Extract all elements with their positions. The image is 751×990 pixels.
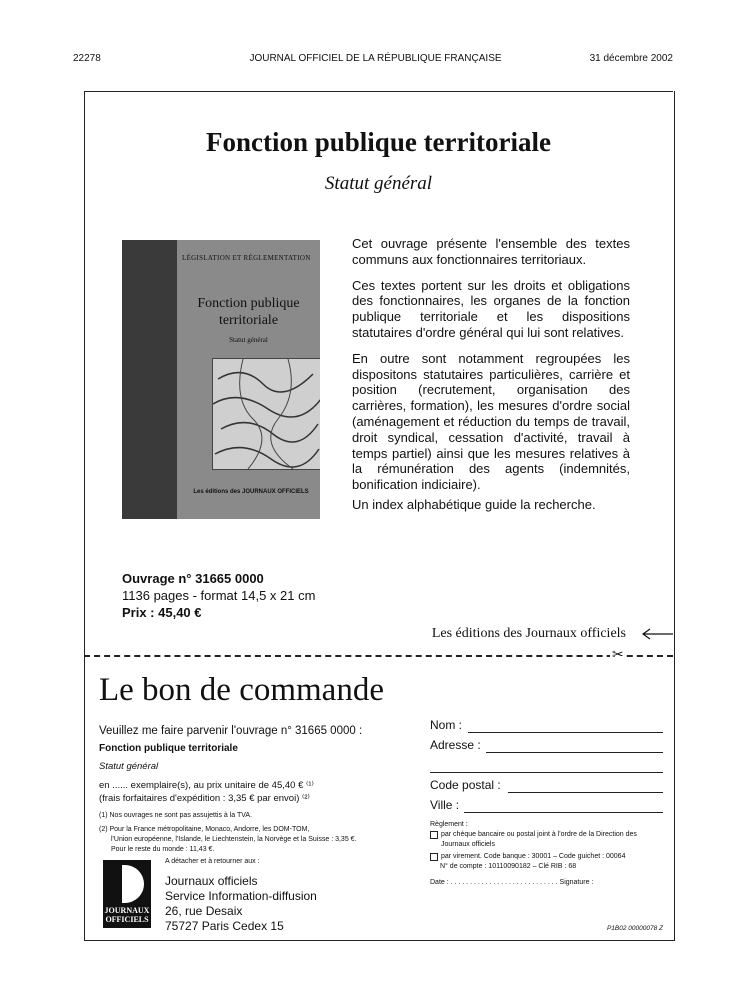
nom-field[interactable] [430, 718, 663, 736]
ouvrage-pages-format: 1136 pages - format 14,5 x 21 cm [122, 588, 316, 603]
map-lines-icon [213, 359, 320, 469]
order-note-1: (1) Nos ouvrages ne sont pas assujettis à la TVA. [99, 812, 253, 819]
cover-publisher: Les éditions des JOURNAUX OFFICIELS [193, 489, 309, 495]
adresse-input-line-2[interactable] [430, 772, 663, 773]
virement-label: par virement. Code banque : 30001 – Code guichet : 00064 [441, 853, 626, 860]
scissors-icon: ✂ [612, 646, 624, 662]
code-postal-input-line[interactable] [508, 792, 663, 793]
nom-label: Nom : [430, 718, 463, 732]
address-line: 26, rue Desaix [165, 904, 243, 918]
ad-title: Fonction publique territoriale [206, 127, 551, 157]
order-heading: Le bon de commande [99, 672, 384, 708]
cover-subtitle: Statut général [229, 336, 268, 344]
order-details [99, 722, 419, 855]
reglement-section [430, 820, 663, 888]
order-note-2c: Pour le reste du monde : 11,43 €. [111, 846, 215, 853]
adresse-input-line[interactable] [486, 752, 663, 753]
description-paragraph: Ces textes portent sur les droits et obligations des fonctionnaires, les organes de la fonction publique territoriale et les dispositions statutaires d'ordre général qui lui sont relatives. [352, 277, 630, 340]
logo-text-line: JOURNAUX [104, 906, 150, 915]
reference-code: P1B02 00000078 Z [606, 925, 663, 932]
ouvrage-price: Prix : 45,40 € [122, 605, 202, 620]
date-signature-line[interactable]: Date : . . . . . . . . . . . . . . . . . . . . . . . . . . . . Signature : [430, 879, 594, 886]
order-note-2b: l'Union européenne, l'Islande, le Liechtenstein, la Norvège et la Suisse : 3,35 €. [111, 836, 357, 843]
logo-shape-inner [110, 865, 122, 903]
journaux-officiels-logo [103, 860, 151, 928]
ville-label: Ville : [430, 798, 460, 812]
description-paragraph: Cet ouvrage présente l'ensemble des textes communs aux fonctionnaires territoriaux. [352, 236, 630, 267]
order-shipping-line: (frais forfaitaires d'expédition : 3,35 € par envoi) ⁽²⁾ [99, 793, 310, 804]
description-paragraph: En outre sont notamment regroupées les dispositons statutaires particulières, carrière et position (recrutement, organisation des carrières, formation), les mesures d'ordre social (aménagement et réduction du temps de travail, droit syndical, cessation d'activité, travail à temps partiel) ainsi que les mesures relatives à la rémunération des agents (indemnités, bonification indiciaire). [352, 350, 630, 493]
virement-account: N° de compte : 10110090182 – Clé RIB : 68 [440, 863, 577, 870]
nom-input-line[interactable] [468, 732, 663, 733]
code-postal-label: Code postal : [430, 778, 501, 792]
order-note-2a: (2) Pour la France métropolitaine, Monaco, Andorre, les DOM-TOM, [99, 826, 310, 833]
description-paragraph: Un index alphabétique guide la recherche. [352, 496, 596, 512]
cut-line [84, 655, 673, 657]
ville-input-line[interactable] [464, 812, 663, 813]
detach-note: A détacher et à retourner aux : [165, 858, 260, 865]
journal-title: JOURNAL OFFICIEL DE LA RÉPUBLIQUE FRANÇAISE [249, 53, 502, 64]
cover-top-text: LÉGISLATION ET RÉGLEMENTATION [182, 254, 311, 262]
cover-title: Fonction publique territoriale [197, 296, 300, 328]
payment-cheque-option[interactable] [430, 830, 663, 850]
ouvrage-info [122, 570, 315, 621]
reglement-title: Règlement : [430, 821, 468, 828]
return-address [165, 874, 317, 934]
address-line: Journaux officiels [165, 874, 258, 888]
address-line: 75727 Paris Cedex 15 [165, 919, 284, 933]
adresse-label: Adresse : [430, 738, 481, 752]
cover-dark-band [122, 240, 177, 519]
virement-checkbox[interactable] [430, 853, 438, 861]
code-postal-field[interactable] [430, 778, 663, 796]
editions-label: Les éditions des Journaux officiels [431, 626, 626, 641]
page-date: 31 décembre 2002 [589, 53, 673, 64]
page-number: 22278 [73, 53, 101, 64]
order-request: Veuillez me faire parvenir l'ouvrage n° 31665 0000 : [99, 725, 363, 737]
ville-field[interactable] [430, 798, 663, 816]
payment-virement-option[interactable] [430, 852, 663, 862]
cheque-checkbox[interactable] [430, 831, 438, 839]
cheque-label: par chèque bancaire ou postal joint à l'ordre de la Direction des Journaux officiels [441, 831, 637, 848]
adresse-line-2[interactable] [430, 758, 663, 776]
arrow-left-icon [640, 625, 673, 643]
order-book-title: Fonction publique territoriale [99, 743, 238, 754]
cover-map-illustration [212, 358, 320, 470]
logo-text [103, 906, 151, 924]
ouvrage-number: Ouvrage n° 31665 0000 [122, 571, 264, 586]
adresse-field[interactable] [430, 738, 663, 756]
book-cover-image [122, 240, 320, 519]
order-quantity-line[interactable]: en ...... exemplaire(s), au prix unitaire de 45,40 € ⁽¹⁾ [99, 780, 314, 791]
address-line: Service Information-diffusion [165, 889, 317, 903]
ad-description [352, 236, 630, 523]
ad-subtitle: Statut général [324, 173, 433, 194]
order-book-subtitle: Statut général [99, 761, 159, 772]
logo-text-line: OFFICIELS [105, 915, 149, 924]
